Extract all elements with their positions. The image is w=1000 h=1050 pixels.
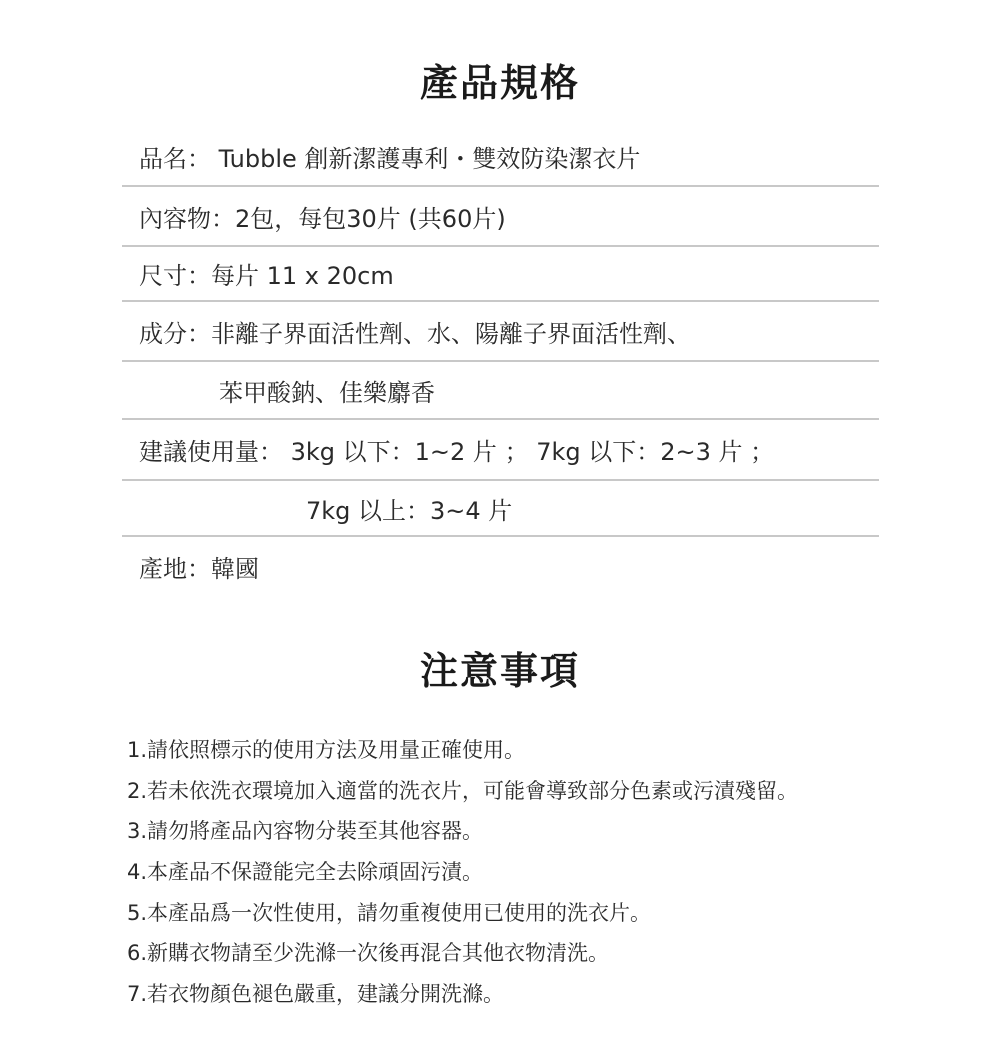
spec-section-title: 產品規格 [419,61,580,105]
spec-value: 韓國 [211,554,259,583]
note-item: 5.本產品爲一次性使用，請勿重複使用已使用的洗衣片。 [127,900,652,925]
spec-row-usage [122,420,879,481]
note-item: 4.本產品不保證能完全去除頑固污漬。 [127,860,484,885]
spec-table [122,128,879,595]
spec-label: 建議使用量： [139,438,283,466]
spec-value: 非離子界面活性劑、水、陽離子界面活性劑、 [211,319,691,348]
note-item: 2.若未依洗衣環境加入適當的洗衣片，可能會導致部分色素或污漬殘留。 [127,778,799,803]
spec-label: 成分： [139,319,211,348]
spec-label: 品名： [139,145,211,173]
note-item: 7.若衣物顏色褪色嚴重，建議分開洗滌。 [127,982,505,1007]
spec-value: 7kg 以上：3~4 片 [306,496,513,525]
spec-row-size [122,247,879,302]
spec-value: 苯甲酸鈉、佳樂麝香 [219,378,435,407]
spec-row-contents [122,187,879,247]
spec-label: 產地： [139,554,211,583]
spec-row-usage-continued [122,481,879,537]
note-item: 6.新購衣物請至少洗滌一次後再混合其他衣物清洗。 [127,941,610,966]
notes-section-title: 注意事項 [419,649,580,693]
spec-row-ingredients [122,302,879,362]
spec-row-ingredients-continued [122,362,879,420]
spec-value: 每片 11 x 20cm [211,262,394,290]
spec-row-name [122,128,879,187]
note-item: 3.請勿將產品內容物分裝至其他容器。 [127,819,484,844]
note-item: 1.請依照標示的使用方法及用量正確使用。 [127,738,526,762]
spec-value: 2包，每包30片 (共60片) [235,204,506,233]
spec-label: 尺寸： [139,262,211,290]
spec-value: Tubble 創新潔護專利・雙效防染潔衣片 [211,145,641,173]
spec-value: 3kg 以下：1~2 片 ； 7kg 以下：2~3 片 ； [283,438,775,466]
notes-list [127,730,887,1015]
spec-label: 內容物： [139,204,235,233]
spec-row-origin [122,537,879,595]
